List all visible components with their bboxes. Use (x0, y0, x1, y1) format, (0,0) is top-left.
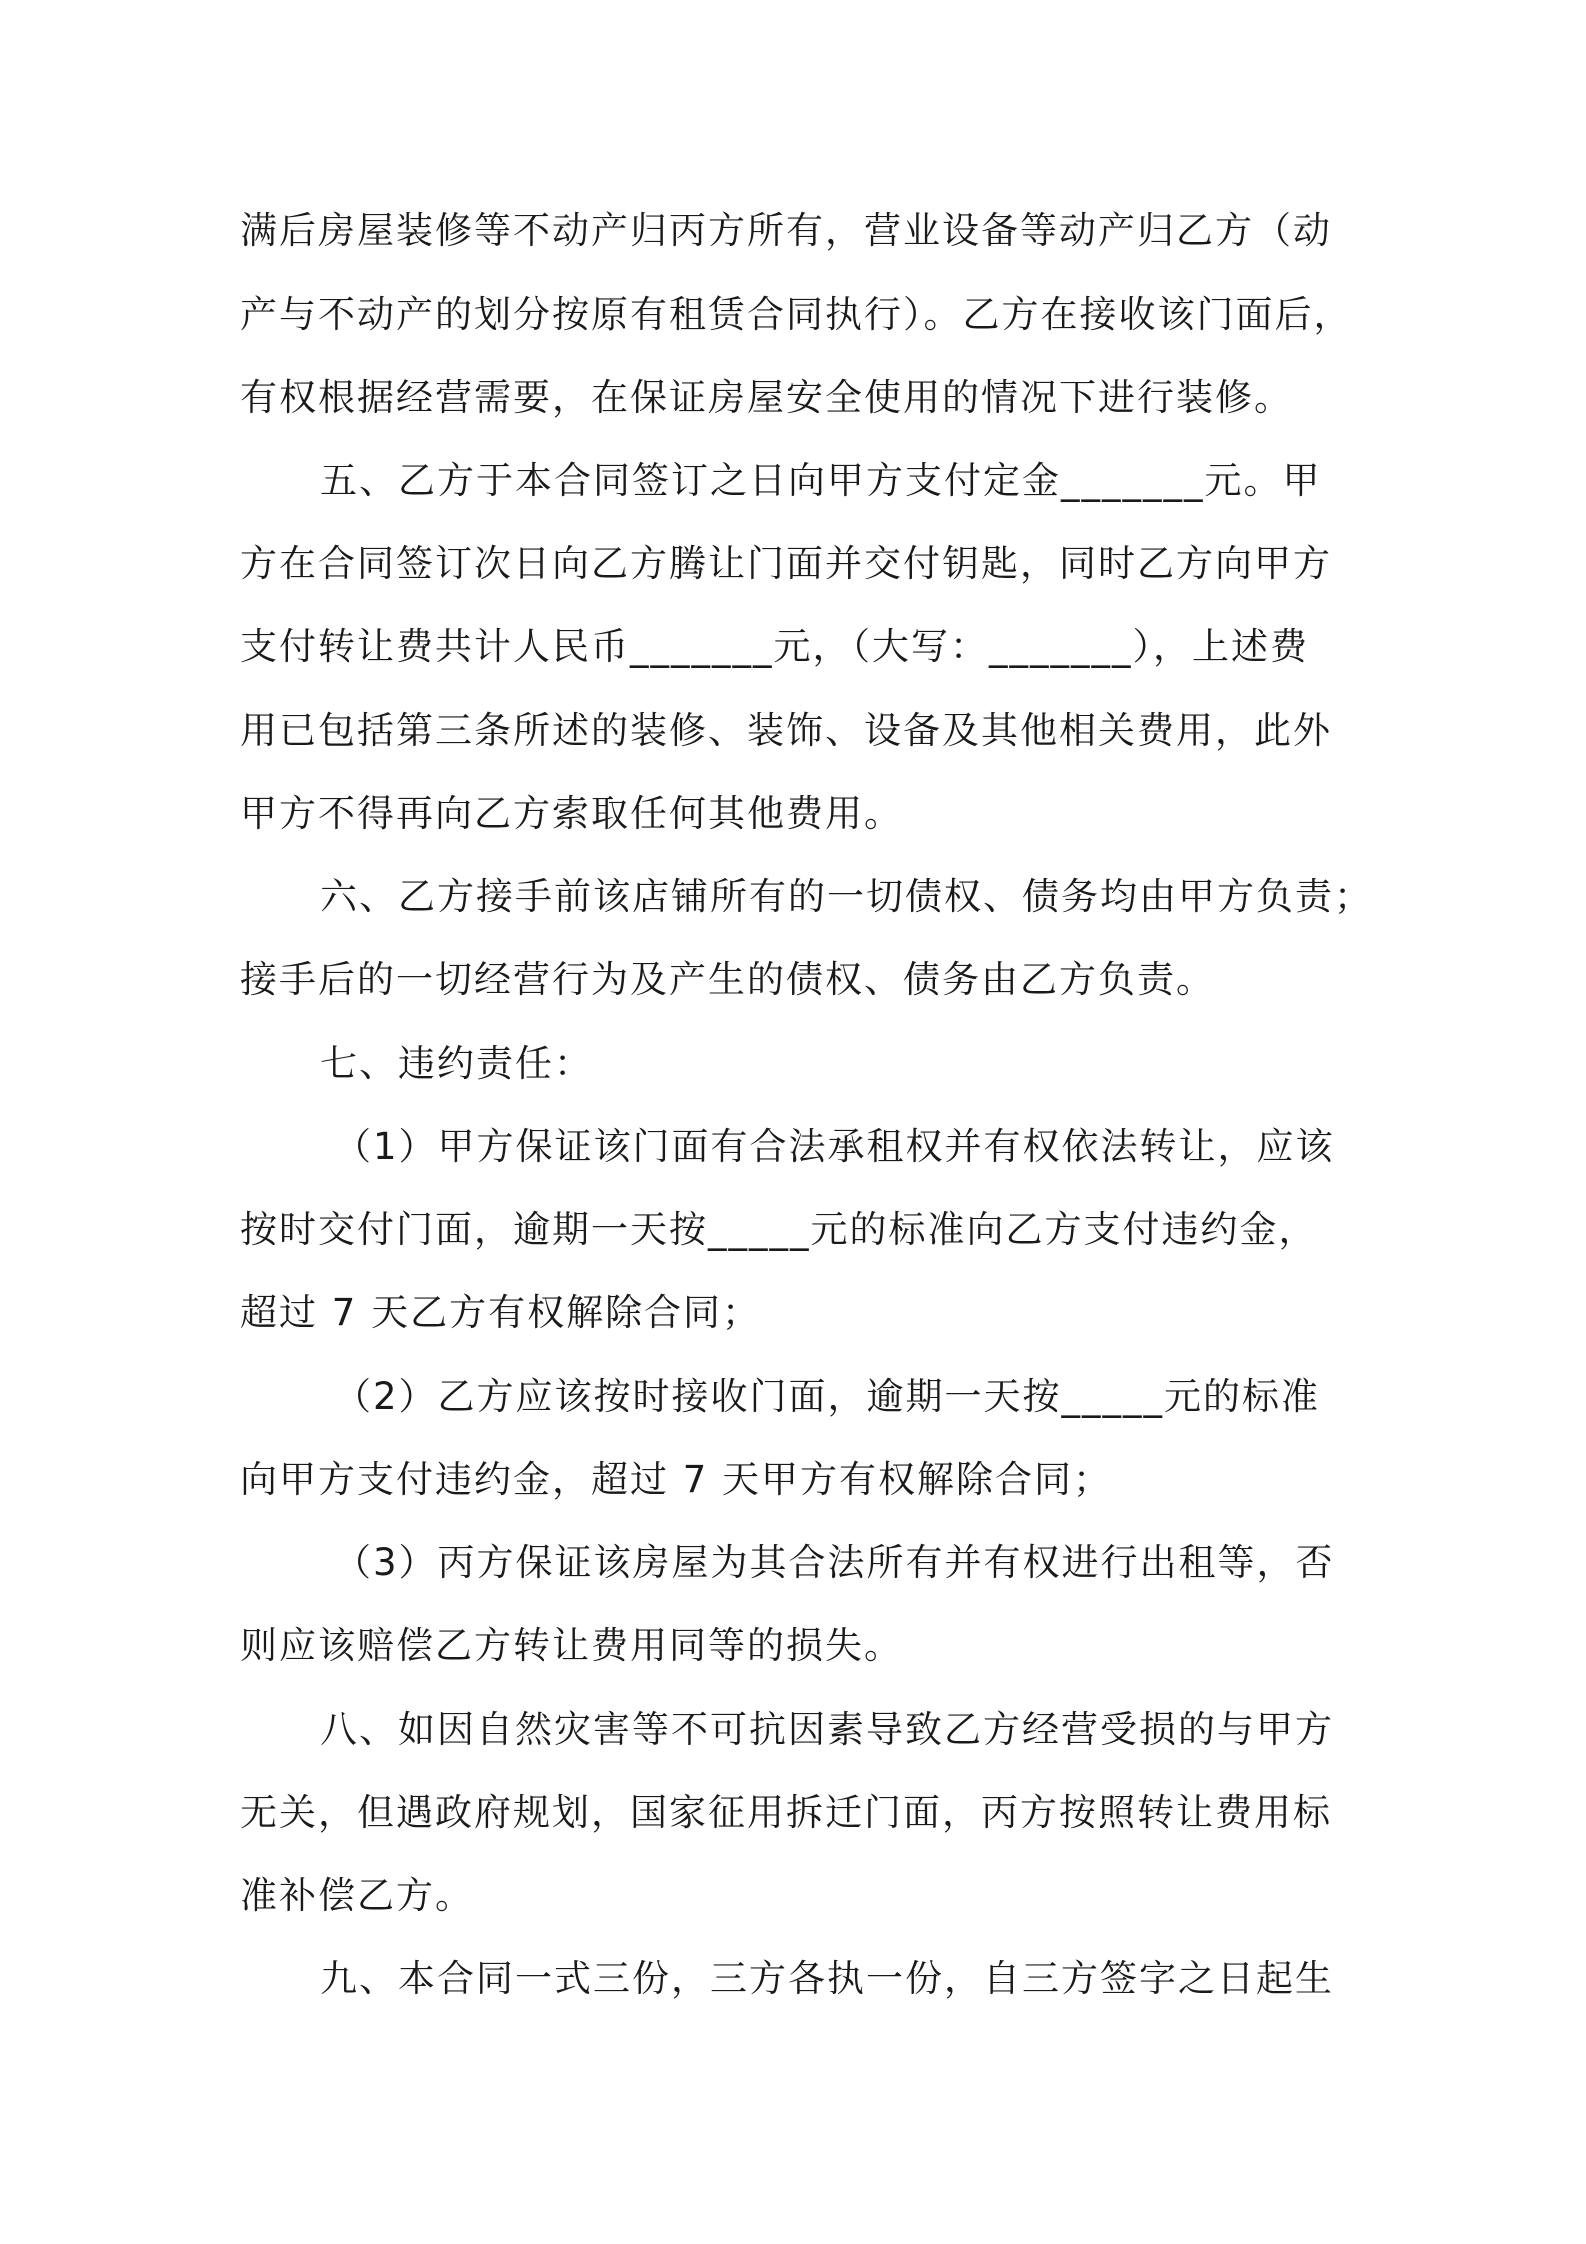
clause-7-item-1: （1）甲方保证该门面有合法承租权并有权依法转让，应该 (334, 1125, 1335, 1168)
text-line: 按时交付门面，逾期一天按_____元的标准向乙方支付违约金， (240, 1208, 1318, 1251)
clause-8-start: 八、如因自然灾害等不可抗因素导致乙方经营受损的与甲方 (320, 1708, 1334, 1751)
text-line: 方在合同签订次日向乙方腾让门面并交付钥匙，同时乙方向甲方 (240, 542, 1332, 585)
text-line: 支付转让费共计人民币_______元，（大写：_______），上述费 (240, 625, 1309, 668)
clause-9-start: 九、本合同一式三份，三方各执一份，自三方签字之日起生 (320, 1957, 1334, 2000)
clause-7-item-3: （3）丙方保证该房屋为其合法所有并有权进行出租等，否 (334, 1541, 1335, 1584)
clause-7-heading: 七、违约责任： (320, 1042, 593, 1085)
text-line: 则应该赔偿乙方转让费用同等的损失。 (240, 1624, 903, 1667)
text-line: 无关，但遇政府规划，国家征用拆迁门面，丙方按照转让费用标 (240, 1791, 1332, 1834)
text-line: 接手后的一切经营行为及产生的债权、债务由乙方负责。 (240, 958, 1215, 1001)
text-line: 向甲方支付违约金，超过 7 天甲方有权解除合同； (240, 1458, 1113, 1501)
clause-7-item-2: （2）乙方应该按时接收门面，逾期一天按_____元的标准 (334, 1375, 1321, 1418)
text-line: 准补偿乙方。 (240, 1874, 474, 1917)
text-line: 有权根据经营需要，在保证房屋安全使用的情况下进行装修。 (240, 376, 1293, 419)
text-line: 超过 7 天乙方有权解除合同； (240, 1291, 762, 1334)
text-line: 用已包括第三条所述的装修、装饰、设备及其他相关费用，此外 (240, 709, 1332, 752)
clause-6-start: 六、乙方接手前该店铺所有的一切债权、债务均由甲方负责； (320, 875, 1373, 918)
text-line: 甲方不得再向乙方索取任何其他费用。 (240, 792, 903, 835)
text-line: 产与不动产的划分按原有租赁合同执行）。乙方在接收该门面后， (240, 293, 1353, 336)
text-line: 满后房屋装修等不动产归丙方所有，营业设备等动产归乙方（动 (240, 209, 1332, 252)
clause-5-start: 五、乙方于本合同签订之日向甲方支付定金_______元。甲 (320, 459, 1322, 502)
